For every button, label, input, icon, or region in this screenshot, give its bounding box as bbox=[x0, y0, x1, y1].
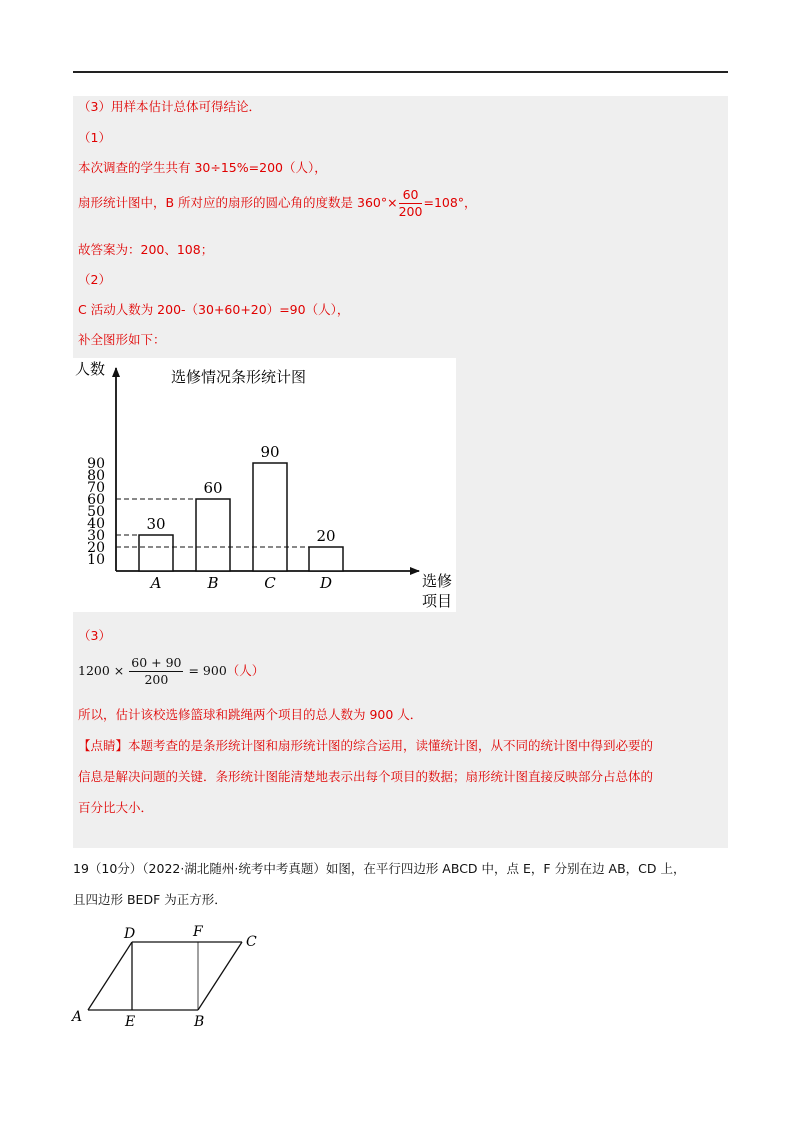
bar-value-C: 90 bbox=[260, 443, 280, 461]
part2-heading: （2） bbox=[78, 272, 111, 287]
label-f: F bbox=[193, 924, 203, 940]
question-19-line-2: 且四边形 BEDF 为正方形． bbox=[73, 892, 227, 907]
bar-value-D: 20 bbox=[316, 527, 336, 545]
part2-fill: 补全图形如下： bbox=[78, 332, 166, 347]
y-tick-10: 10 bbox=[87, 552, 105, 568]
x-axis-label: 选修 bbox=[422, 572, 453, 590]
y-tick-30: 30 bbox=[87, 528, 105, 544]
side-bc bbox=[198, 942, 242, 1010]
part2-c-count: C 活动人数为 200-（30+60+20）=90（人）， bbox=[78, 302, 350, 317]
label-d: D bbox=[124, 926, 136, 942]
angle-text-pre: 扇形统计图中，B 所对应的扇形的圆心角的度数是 360°× bbox=[78, 195, 398, 210]
part1-angle bbox=[78, 187, 477, 220]
label-b: B bbox=[194, 1014, 205, 1030]
formula-pre: 1200 × bbox=[78, 663, 125, 678]
x-axis-label-2: 项目 bbox=[422, 592, 453, 610]
y-tick-60: 60 bbox=[87, 492, 105, 508]
bar-chart-svg bbox=[73, 358, 456, 612]
parallelogram-figure bbox=[70, 920, 270, 1034]
comment-line-2: 信息是解决问题的关键．条形统计图能清楚地表示出每个项目的数据；扇形统计图直接反映部分占总体的 bbox=[78, 769, 654, 784]
formula-fraction-denominator: 200 bbox=[144, 672, 169, 687]
part3-heading: （3） bbox=[78, 628, 111, 643]
bar-value-B: 60 bbox=[203, 479, 223, 497]
bar-value-A: 30 bbox=[146, 515, 166, 533]
formula-unit: （人） bbox=[226, 663, 265, 678]
angle-fraction-numerator: 60 bbox=[399, 187, 423, 204]
y-tick-70: 70 bbox=[87, 480, 105, 496]
intro-line: （3）用样本估计总体可得结论． bbox=[78, 99, 261, 114]
angle-text-post: =108°， bbox=[423, 195, 477, 210]
y-tick-20: 20 bbox=[87, 540, 105, 556]
formula-result: = 900 bbox=[188, 663, 227, 678]
y-tick-50: 50 bbox=[87, 504, 105, 520]
x-tick-B: B bbox=[207, 574, 219, 592]
x-tick-C: C bbox=[264, 574, 276, 592]
bar-B bbox=[196, 499, 230, 571]
part3-formula bbox=[78, 655, 264, 688]
header-rule bbox=[73, 71, 728, 73]
angle-fraction-denominator: 200 bbox=[398, 204, 423, 219]
x-tick-D: D bbox=[319, 574, 333, 592]
parallelogram-svg bbox=[70, 920, 270, 1030]
bar-A bbox=[139, 535, 173, 571]
y-tick-40: 40 bbox=[87, 516, 105, 532]
comment-line-3: 百分比大小． bbox=[78, 800, 154, 815]
question-19-line-1: 19（10分）（2022·湖北随州·统考中考真题）如图，在平行四边形 ABCD 中，点 E，F 分别在边 AB，CD 上， bbox=[73, 861, 686, 876]
part3-conclusion: 所以，估计该校选修篮球和跳绳两个项目的总人数为 900 人． bbox=[78, 707, 423, 722]
label-a: A bbox=[72, 1009, 83, 1025]
part1-heading: （1） bbox=[78, 130, 111, 145]
formula-fraction-numerator: 60 + 90 bbox=[131, 655, 182, 670]
x-tick-A: A bbox=[150, 574, 162, 592]
part1-total: 本次调查的学生共有 30÷15%=200（人）， bbox=[78, 160, 327, 175]
y-tick-80: 80 bbox=[87, 468, 105, 484]
chart-title: 选修情况条形统计图 bbox=[171, 368, 307, 386]
label-e: E bbox=[125, 1014, 136, 1030]
y-tick-90: 90 bbox=[87, 456, 105, 472]
bar-D bbox=[309, 547, 343, 571]
label-c: C bbox=[246, 934, 257, 950]
bar-chart bbox=[73, 358, 456, 612]
y-axis-label: 人数 bbox=[75, 360, 106, 378]
side-ad bbox=[88, 942, 132, 1010]
angle-fraction bbox=[399, 187, 423, 220]
bar-C bbox=[253, 463, 287, 571]
part1-answer: 故答案为：200、108； bbox=[78, 242, 214, 257]
formula-fraction bbox=[129, 655, 183, 688]
comment-line-1: 【点睛】本题考查的是条形统计图和扇形统计图的综合运用，读懂统计图，从不同的统计图中得到必要的 bbox=[78, 738, 654, 753]
